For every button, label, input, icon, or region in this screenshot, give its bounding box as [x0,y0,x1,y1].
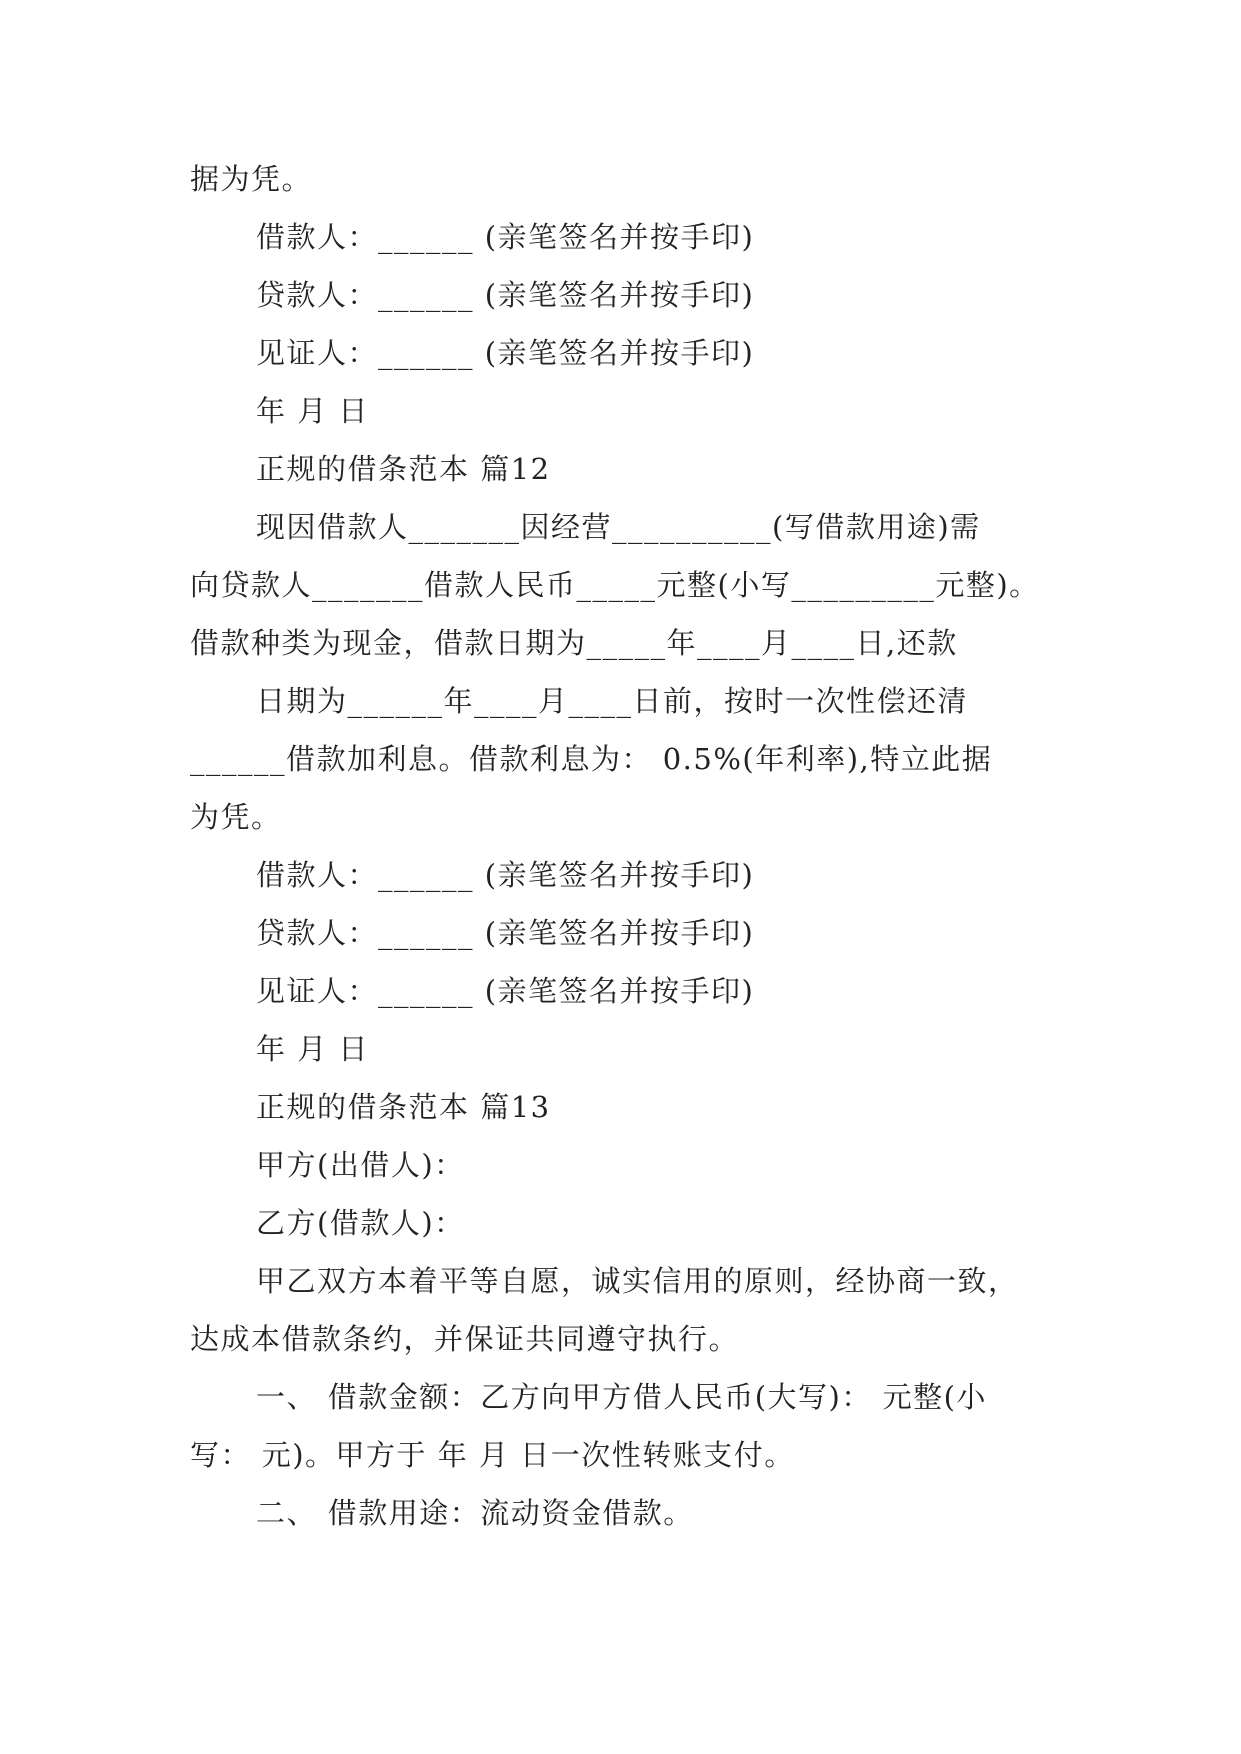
witness-signature-line: 见证人：______ (亲笔签名并按手印) [256,336,755,370]
lender-signature-line: 贷款人：______ (亲笔签名并按手印) [256,916,755,950]
date-line: 年 月 日 [256,1032,369,1066]
witness-signature-line: 见证人：______ (亲笔签名并按手印) [256,974,755,1008]
text-line: 据为凭。 [190,162,313,196]
clause-1-line: 一、 借款金额：乙方向甲方借人民币(大写)： 元整(小 [256,1380,987,1414]
lender-signature-line: 贷款人：______ (亲笔签名并按手印) [256,278,755,312]
text-line: 向贷款人_______借款人民币_____元整(小写_________元整)。 [190,568,1040,602]
borrower-signature-line: 借款人：______ (亲笔签名并按手印) [256,858,755,892]
clause-2-line: 二、 借款用途：流动资金借款。 [256,1496,694,1530]
party-a-line: 甲方(出借人)： [256,1148,465,1182]
text-line: 日期为______年____月____日前，按时一次性偿还清 [256,684,969,718]
text-line: 现因借款人_______因经营__________(写借款用途)需 [256,510,981,544]
date-line: 年 月 日 [256,394,369,428]
text-line: 达成本借款条约，并保证共同遵守执行。 [190,1322,740,1356]
text-line: 写： 元)。甲方于 年 月 日一次性转账支付。 [190,1438,795,1472]
text-line: ______借款加利息。借款利息为： 0.5%(年利率),特立此据 [190,742,993,776]
text-line: 借款种类为现金，借款日期为_____年____月____日,还款 [190,626,958,660]
party-b-line: 乙方(借款人)： [256,1206,465,1240]
text-line: 为凭。 [190,800,282,834]
section-heading-12: 正规的借条范本 篇12 [256,452,551,486]
borrower-signature-line: 借款人：______ (亲笔签名并按手印) [256,220,755,254]
document-body [190,150,1070,1542]
text-line: 甲乙双方本着平等自愿，诚实信用的原则，经协商一致， [256,1264,1019,1298]
section-heading-13: 正规的借条范本 篇13 [256,1090,551,1124]
